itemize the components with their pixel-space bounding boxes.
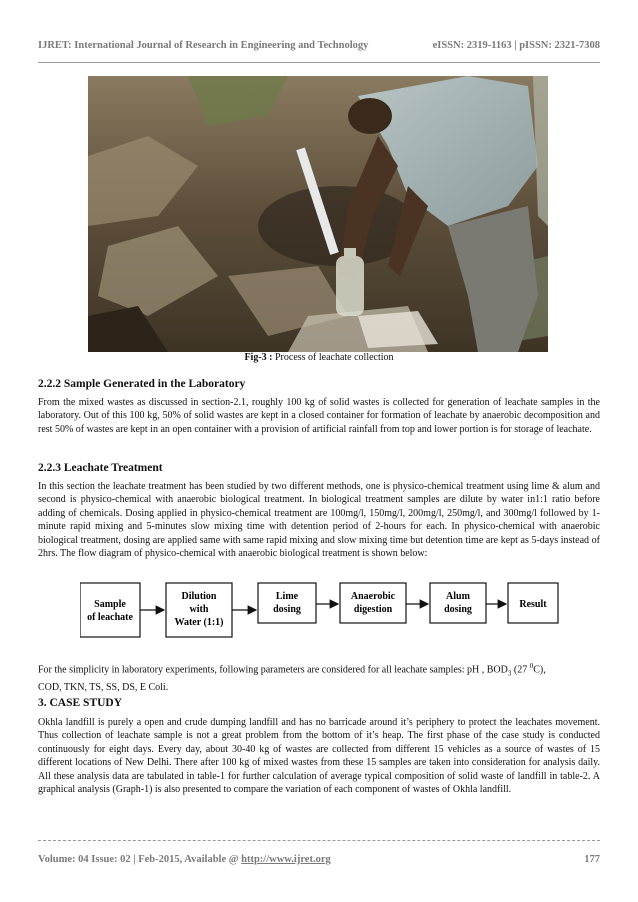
flow-step-anaerobic-line2: digestion <box>353 604 393 615</box>
parameters-paragraph <box>38 660 600 694</box>
section-heading-3: 3. CASE STUDY <box>38 697 123 709</box>
footer-volume-text: Volume: 04 Issue: 02 | Feb-2015, Available @ <box>38 854 242 865</box>
flow-step-result-line1: Result <box>519 599 547 610</box>
page-footer <box>38 854 600 865</box>
flow-step-dilution-line3: Water (1:1) <box>174 617 224 628</box>
flow-step-alum-line1: Alum <box>446 591 470 602</box>
flow-step-lime-line2: dosing <box>273 604 301 615</box>
parameters-line2: COD, TKN, TS, SS, DS, E Coli. <box>38 681 169 693</box>
journal-url-link[interactable]: http://www.ijret.org <box>241 854 331 865</box>
flow-step-dilution <box>166 583 232 637</box>
flow-step-alum-line2: dosing <box>444 604 472 615</box>
flow-step-anaerobic-line1: Anaerobic <box>350 591 396 602</box>
degree-superscript: 0 <box>529 662 534 670</box>
section-body-223: In this section the leachate treatment has been studied by two different methods, one is physico-chemical treatment using lime & alum and second is physico-chemical with anaerobic biological treatment. In biological treatment samples are dilute by water in1:1 ratio before adding of chemicals. Dosing applied in physico-chemical treatment are 100mg/l, 150mg/l, 200mg/l, 250mg/l, and 300mg/l followed by 1-minute rapid mixing and 5-minutes slow mixing time with detention period of 2-hours for each. In physico-chemical with anaerobic biological treatment, dosing are applied same with same rapid mixing and slow mixing time but detention time are kept as 5-days instead of 2hrs. The flow diagram of physico-chemical with anaerobic biological treatment is shown below: <box>38 481 600 560</box>
flow-step-sample-line2: of leachate <box>87 612 133 623</box>
parameters-line1: For the simplicity in laboratory experiments, following parameters are considered for all leachate samples: pH , BOD <box>38 664 508 676</box>
photo-illustration <box>88 76 548 352</box>
treatment-flow-diagram <box>80 580 560 640</box>
page-number: 177 <box>584 854 600 865</box>
bod-subscript: 3 <box>507 669 512 678</box>
flow-step-dilution-line2: with <box>189 604 209 615</box>
journal-name: IJRET: International Journal of Research in Engineering and Technology <box>38 40 369 51</box>
section-body-222: From the mixed wastes as discussed in section-2.1, roughly 100 kg of solid wastes is collected for generation of leachate samples in the laboratory. Out of this 100 kg, 50% of solid wastes are kept in a closed container for formation of leachate by anaerobic decomposition and rest 50% of wastes are kept in an open container with a provision of artificial rainfall from top and lower portion is for storage of leachate. <box>38 397 600 435</box>
section-body-3: Okhla landfill is purely a open and crude dumping landfill and has no barricade around it’s periphery to protect the leachates movement. Thus collection of leachate sample is not a great problem from the bottom of it’s heap. The first phase of the case study is conducted continuously for eight days. Every day, about 30-40 kg of wastes are collected from different 15 vehicles as a source of wastes of 15 different locations of New Delhi. There after 100 kg of mixed wastes from these 15 samples are taken into consideration for analysis daily. All these analysis data are tabulated in table-1 for further calculation of average typical composition of solid waste of landfill in table-2. A graphical analysis (Graph-1) is also presented to compare the variation of each component of wastes of Okhla landfill. <box>38 717 600 796</box>
flow-step-lime <box>258 583 316 623</box>
bod-unit: C), <box>533 664 546 676</box>
page-header <box>38 40 600 51</box>
flow-step-sample-line1: Sample <box>94 599 126 610</box>
figure-caption <box>38 352 600 363</box>
flow-step-result <box>508 583 558 623</box>
flow-step-alum <box>430 583 486 623</box>
flow-step-lime-line1: Lime <box>275 591 299 602</box>
footer-volume <box>38 854 331 865</box>
header-rule <box>38 62 600 63</box>
figure-caption-text: Process of leachate collection <box>274 352 394 363</box>
flow-step-dilution-line1: Dilution <box>181 591 217 602</box>
leachate-collection-photo <box>88 76 548 352</box>
bod-temp: (27 <box>511 664 530 676</box>
flow-step-sample <box>80 583 140 637</box>
footer-rule <box>38 840 600 841</box>
issn: eISSN: 2319-1163 | pISSN: 2321-7308 <box>432 40 600 51</box>
figure-label: Fig-3 : <box>244 352 273 363</box>
section-heading-223: 2.2.3 Leachate Treatment <box>38 462 163 474</box>
flow-step-anaerobic <box>340 583 406 623</box>
section-heading-222: 2.2.2 Sample Generated in the Laboratory <box>38 378 246 390</box>
